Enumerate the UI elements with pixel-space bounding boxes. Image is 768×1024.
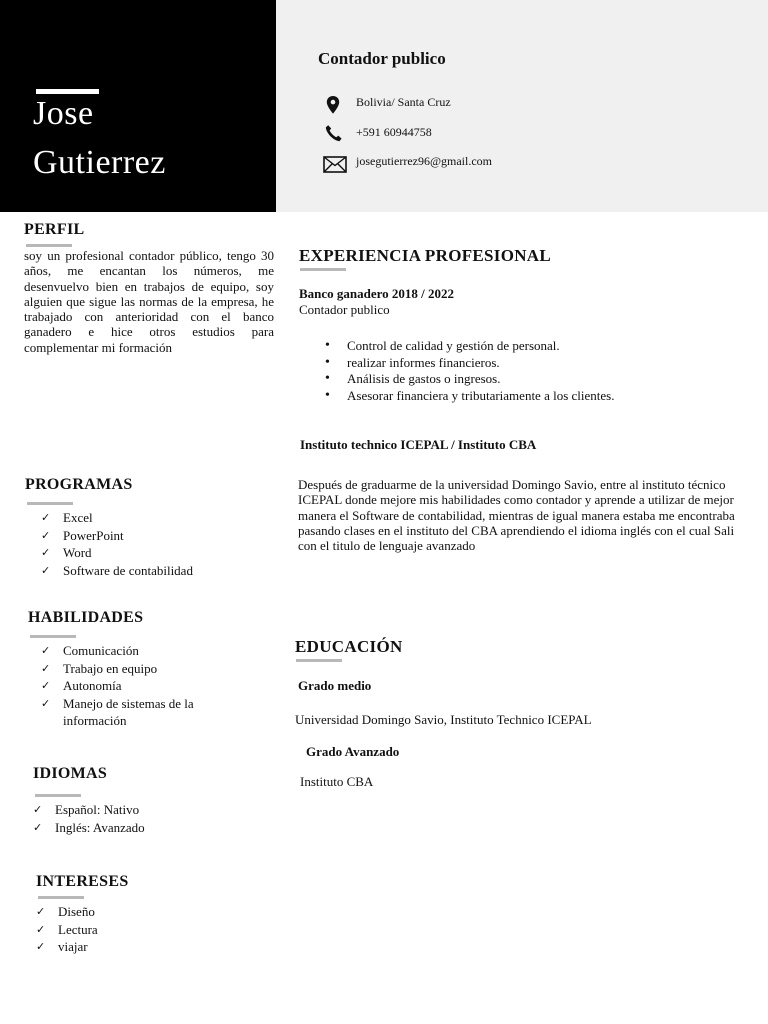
list-item: ✓ PowerPoint [41,527,271,545]
habilidades-list [41,642,221,730]
perfil-text: soy un profesional contador público, tengo 30 años, me encantan los números, me desenvuelvo bien en trabajos de equipo, soy alguien que sigue las normas de la empresa, he trabajado con anterioridad con el banco ganadero e hice otros estudios para complementar mi formación [24,248,274,355]
last-name: Gutierrez [33,144,166,181]
contact-location: Bolivia/ Santa Cruz [356,95,451,109]
experiencia-underline [300,268,346,271]
job-title: Contador publico [318,49,446,68]
job2-description: Después de graduarme de la universidad Domingo Savio, entre al instituto técnico ICEPAL donde mejore mis habilidades como contador y aprende a utilizar de mejor manera el Software de contabilidad, mientras de igual manera estaba me encontraba pasando clases en el instituto del CBA aprendiendo el idioma inglés con el cual Sali con el titulo de lenguaje avanzado [298,477,735,554]
contact-phone: +591 60944758 [356,125,432,139]
idiomas-heading: IDIOMAS [33,765,108,782]
programas-underline [27,502,73,505]
contact-block [276,0,768,212]
first-name: Jose [33,95,94,132]
experiencia-heading: EXPERIENCIA PROFESIONAL [299,246,552,265]
list-item: ✓ Software de contabilidad [41,562,271,580]
programas-heading: PROGRAMAS [25,476,133,493]
perfil-underline [26,244,72,247]
list-item: ✓ Manejo de sistemas de la información [41,695,221,730]
habilidades-underline [30,635,76,638]
list-item: • realizar informes financieros. [325,355,745,372]
list-item: ✓ viajar [36,938,236,956]
intereses-heading: INTERESES [36,873,129,890]
list-item: ✓ Lectura [36,921,236,939]
edu1-institution: Universidad Domingo Savio, Instituto Technico ICEPAL [295,712,592,727]
list-item: • Análisis de gastos o ingresos. [325,371,745,388]
educacion-heading: EDUCACIÓN [295,637,403,656]
job1-tasks [325,338,745,404]
contact-email: josegutierrez96@gmail.com [356,154,493,168]
job2-title: Instituto technico ICEPAL / Instituto CBA [300,437,537,452]
edu2-institution: Instituto CBA [300,774,374,789]
list-item: ✓ Español: Nativo [33,801,253,819]
perfil-heading: PERFIL [24,221,85,238]
list-item: ✓ Trabajo en equipo [41,660,221,678]
job1-title: Banco ganadero 2018 / 2022 [299,286,455,301]
habilidades-heading: HABILIDADES [28,609,144,626]
job1-role: Contador publico [299,302,390,317]
programas-list [41,509,271,579]
list-item: ✓ Comunicación [41,642,221,660]
list-item: ✓ Excel [41,509,271,527]
edu1-level: Grado medio [298,678,372,693]
location-pin-icon [326,96,340,114]
list-item: ✓ Autonomía [41,677,221,695]
list-item: • Control de calidad y gestión de personal. [325,338,745,355]
list-item: ✓ Inglés: Avanzado [33,819,253,837]
list-item: ✓ Word [41,544,271,562]
edu2-level: Grado Avanzado [306,744,400,759]
envelope-icon [323,156,347,173]
idiomas-underline [35,794,81,797]
intereses-list [36,903,236,956]
name-accent-bar [36,89,99,94]
list-item: ✓ Diseño [36,903,236,921]
phone-icon [325,124,343,142]
educacion-underline [296,659,342,662]
list-item: • Asesorar financiera y tributariamente a los clientes. [325,388,745,405]
idiomas-list [33,801,253,836]
intereses-underline [38,896,84,899]
